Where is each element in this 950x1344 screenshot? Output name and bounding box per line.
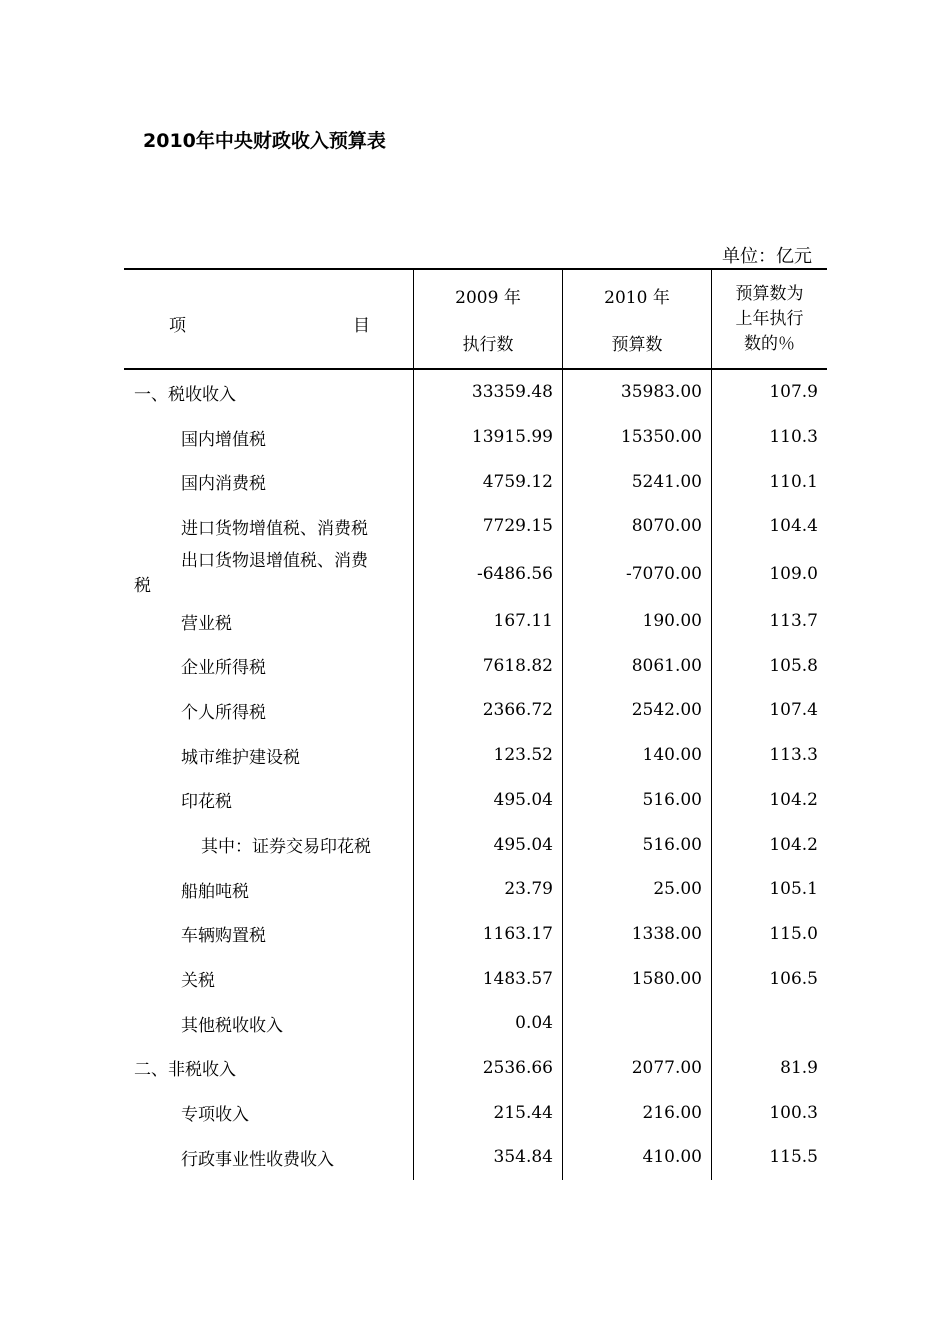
header-percent-line: 上年执行 [735,308,804,329]
row-value-2009: 7729.15 [414,504,563,549]
row-value-2009: 7618.82 [414,643,563,688]
row-item-name: 车辆购置税 [124,912,414,957]
row-value-2010: 1580.00 [563,956,712,1001]
row-value-2010: 140.00 [563,733,712,778]
row-value-2009: 2536.66 [414,1046,563,1091]
row-item-name: 国内增值税 [124,415,414,460]
budget-table [124,268,827,1180]
row-item-name: 行政事业性收费收入 [124,1135,414,1180]
row-percent: 100.3 [769,1102,818,1123]
row-value-2010: 2077.00 [563,1046,712,1091]
table-row [124,415,827,460]
row-percent [712,1001,828,1046]
unit-label: 单位：亿元 [722,246,812,267]
header-item-right: 目 [353,316,370,336]
row-value-2009: 2366.72 [414,688,563,733]
table-row [124,1001,827,1046]
header-2010-year: 2010 年 [604,288,670,308]
row-percent: 109.0 [769,563,818,584]
row-percent: 110.3 [769,427,818,448]
row-value-2010: 190.00 [563,599,712,644]
row-value-2009: 354.84 [414,1135,563,1180]
row-percent: 107.9 [769,382,818,403]
row-item-name: 进口货物增值税、消费税 [124,504,414,549]
row-item-name: 其中：证券交易印花税 [124,822,414,867]
row-value-2009: 23.79 [414,867,563,912]
header-percent-line: 预算数为 [735,283,804,304]
row-value-2010: 2542.00 [563,688,712,733]
header-2010 [563,269,712,369]
row-item-name: 城市维护建设税 [124,733,414,778]
row-item-name [124,549,414,599]
row-item-name: 国内消费税 [124,459,414,504]
header-percent [712,269,828,369]
row-value-2010: 516.00 [563,778,712,823]
row-item-name: 一、税收收入 [124,369,414,415]
table-row [124,1090,827,1135]
table-header-row [124,269,827,369]
row-item-name-line1: 出口货物退增值税、消费 [181,550,368,571]
row-value-2009: 495.04 [414,822,563,867]
row-percent: 115.5 [769,1147,818,1168]
row-value-2010: 15350.00 [563,415,712,460]
row-item-name: 其他税收收入 [124,1001,414,1046]
table-row [124,549,827,599]
row-item-name-line2: 税 [134,575,151,596]
header-2009-label: 执行数 [462,335,514,355]
row-percent: 105.8 [769,655,818,676]
header-2009-year: 2009 年 [455,288,521,308]
table-row [124,733,827,778]
row-value-2010: 25.00 [563,867,712,912]
page-title: 2010年中央财政收入预算表 [143,130,386,152]
row-value-2009: 0.04 [414,1001,563,1046]
row-value-2010: 216.00 [563,1090,712,1135]
row-value-2009: 1483.57 [414,956,563,1001]
row-item-name: 营业税 [124,599,414,644]
row-percent: 110.1 [769,471,818,492]
row-value-2010: 8070.00 [563,504,712,549]
table-row [124,643,827,688]
row-value-2010: -7070.00 [563,549,712,599]
row-value-2009: 13915.99 [414,415,563,460]
table-row [124,1135,827,1180]
row-item-name: 二、非税收入 [124,1046,414,1091]
row-value-2009: 123.52 [414,733,563,778]
row-item-name: 专项收入 [124,1090,414,1135]
row-item-name: 船舶吨税 [124,867,414,912]
header-2009 [414,269,563,369]
header-2010-label: 预算数 [611,335,663,355]
row-value-2009: -6486.56 [414,549,563,599]
row-percent: 104.2 [769,834,818,855]
row-item-name: 关税 [124,956,414,1001]
row-value-2009: 215.44 [414,1090,563,1135]
row-value-2010: 35983.00 [563,369,712,415]
row-value-2010: 8061.00 [563,643,712,688]
header-item [124,269,414,369]
row-value-2009: 1163.17 [414,912,563,957]
row-item-name: 印花税 [124,778,414,823]
row-value-2010: 516.00 [563,822,712,867]
table-row [124,822,827,867]
header-percent-line: 数的％ [744,333,795,354]
table-row [124,688,827,733]
table-row [124,369,827,415]
row-percent: 113.7 [769,611,818,632]
row-value-2009: 4759.12 [414,459,563,504]
row-percent: 107.4 [769,700,818,721]
table-row [124,1046,827,1091]
row-value-2010: 1338.00 [563,912,712,957]
row-value-2009: 495.04 [414,778,563,823]
row-value-2009: 33359.48 [414,369,563,415]
row-percent: 81.9 [780,1057,818,1078]
table-row [124,867,827,912]
row-value-2010: 5241.00 [563,459,712,504]
row-item-name: 个人所得税 [124,688,414,733]
row-percent: 104.2 [769,789,818,810]
row-percent: 105.1 [769,879,818,900]
table-row [124,504,827,549]
table-row [124,778,827,823]
row-percent: 104.4 [769,516,818,537]
table-row [124,599,827,644]
row-percent: 106.5 [769,968,818,989]
row-value-2010 [563,1001,712,1046]
header-item-left: 项 [169,316,186,336]
row-value-2009: 167.11 [414,599,563,644]
table-row [124,459,827,504]
table-row [124,912,827,957]
row-value-2010: 410.00 [563,1135,712,1180]
row-percent: 115.0 [769,923,818,944]
row-percent: 113.3 [769,745,818,766]
row-item-name: 企业所得税 [124,643,414,688]
table-row [124,956,827,1001]
